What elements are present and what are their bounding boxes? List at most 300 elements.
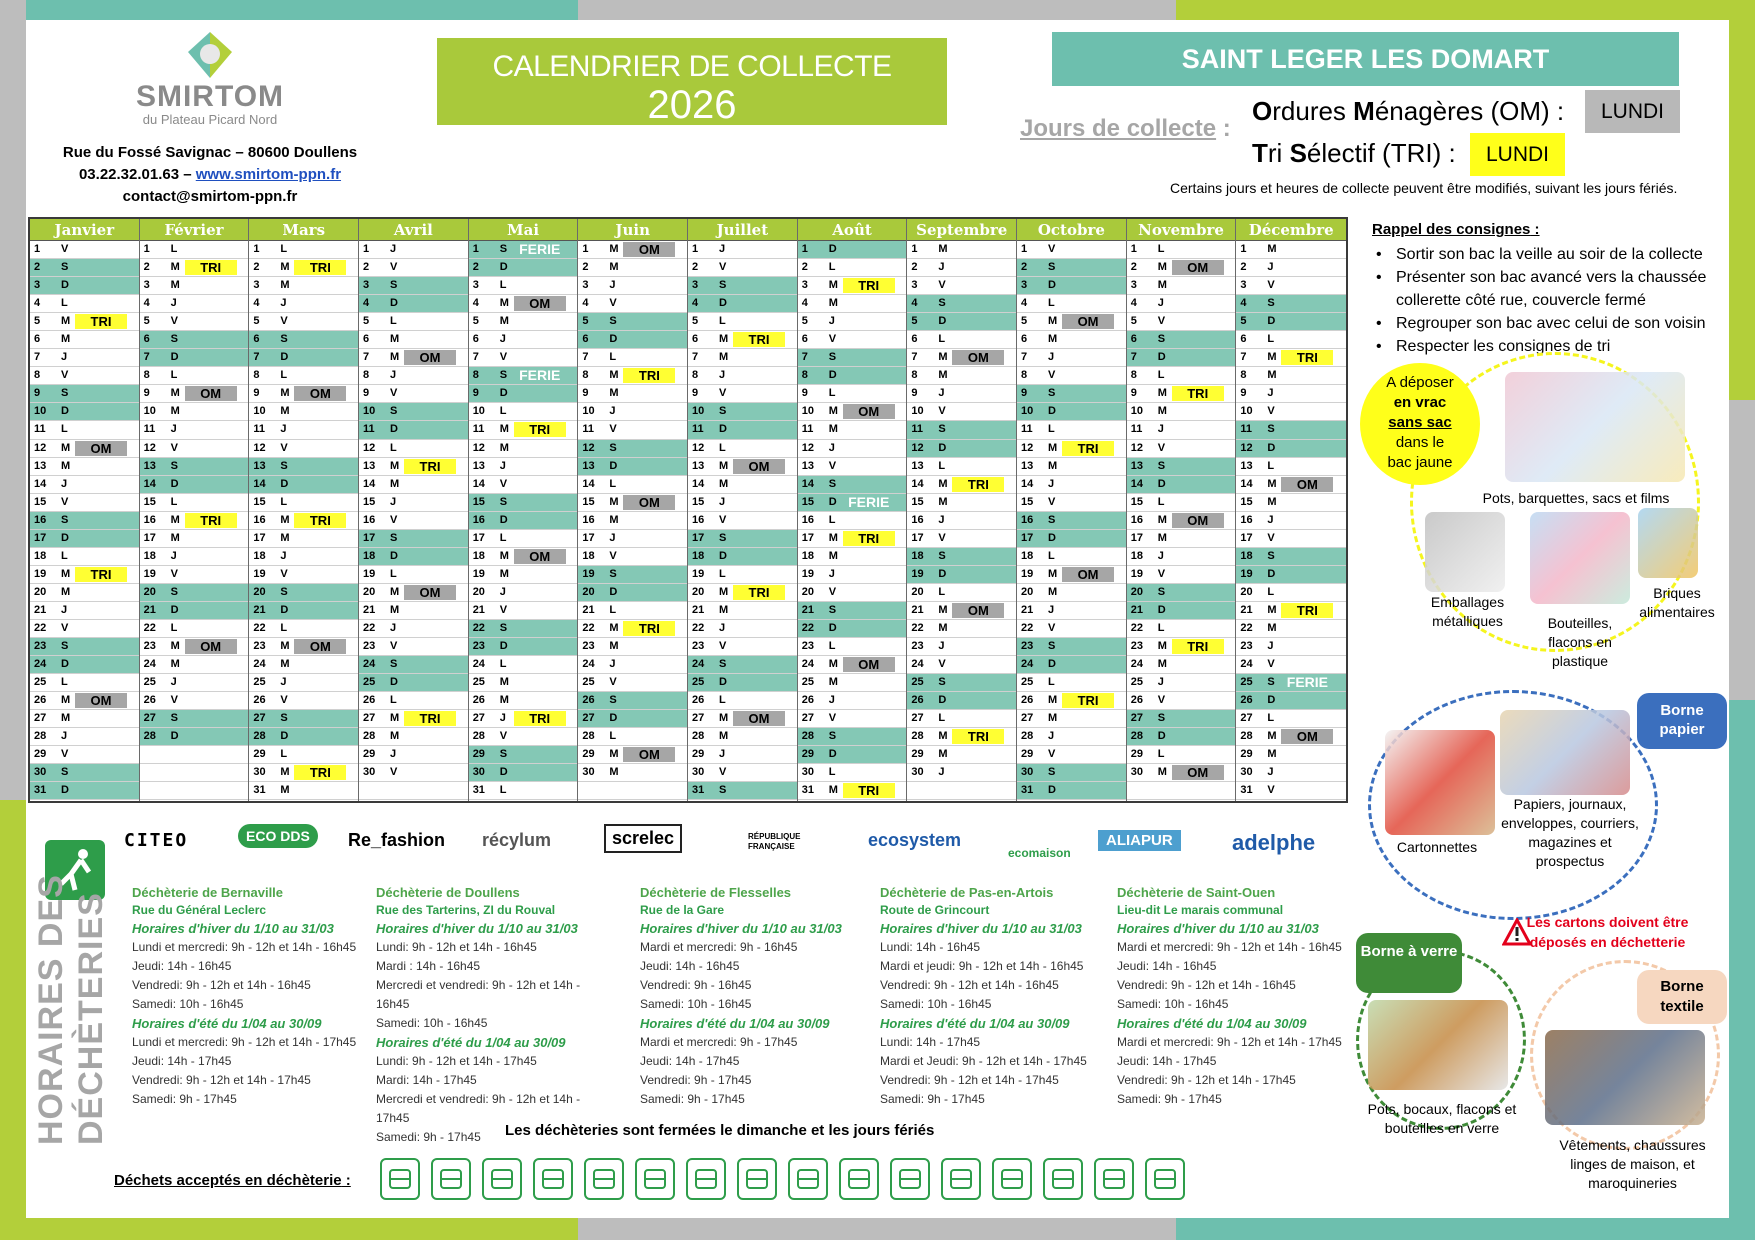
calendar-day — [249, 385, 358, 403]
day-letter: J — [390, 495, 397, 508]
om-collection-tag: OM — [294, 386, 346, 401]
day-number: 14 — [1240, 477, 1253, 490]
day-number: 19 — [472, 567, 485, 580]
day-letter: J — [1048, 477, 1055, 490]
day-number: 18 — [692, 549, 705, 562]
om-collection-tag: OM — [404, 350, 456, 365]
battery-icon — [788, 1158, 828, 1200]
day-number: 27 — [1021, 712, 1034, 725]
day-number: 5 — [582, 315, 589, 328]
day-letter: M — [609, 261, 619, 274]
calendar-day — [907, 602, 1016, 620]
calendar-day — [249, 530, 358, 548]
day-letter: V — [828, 585, 837, 598]
day-letter: M — [170, 261, 180, 274]
day-letter: S — [61, 261, 69, 274]
week-number-tag: sem 17 — [411, 566, 449, 581]
calendar-day — [140, 313, 249, 331]
day-number: 29 — [1240, 748, 1253, 761]
calendar-day — [249, 476, 358, 494]
day-number: 12 — [34, 441, 47, 454]
week-number-tag: sem 36 — [850, 765, 888, 780]
day-number: 6 — [911, 333, 918, 346]
day-number: 9 — [143, 387, 150, 400]
calendar-day — [1236, 530, 1346, 548]
day-letter: D — [609, 712, 618, 725]
calendar-day — [140, 764, 249, 782]
calendar-day — [1017, 548, 1126, 566]
calendar-day — [798, 494, 907, 512]
calendar-day — [688, 584, 797, 602]
day-number: 28 — [472, 730, 485, 743]
day-letter: J — [1267, 766, 1274, 779]
day-letter: L — [1048, 297, 1055, 310]
day-letter: S — [1267, 676, 1275, 689]
day-letter: L — [1157, 369, 1165, 382]
calendar-day — [359, 674, 468, 692]
smirtom-logo — [120, 30, 300, 140]
calendar-day — [140, 403, 249, 421]
day-letter: M — [1048, 333, 1058, 346]
day-number: 22 — [34, 621, 47, 634]
calendar-day — [469, 584, 578, 602]
calendar-day — [907, 259, 1016, 277]
day-letter: L — [609, 603, 617, 616]
day-letter: J — [61, 730, 68, 743]
day-number: 30 — [472, 766, 485, 779]
day-letter: D — [390, 549, 398, 562]
day-number: 14 — [363, 477, 376, 490]
day-letter: M — [1267, 603, 1277, 616]
day-letter: D — [719, 423, 727, 436]
calendar-day — [469, 259, 578, 277]
week-number-tag: sem 26 — [630, 602, 669, 617]
week-number-tag: sem 31 — [740, 693, 778, 708]
day-letter: M — [170, 640, 180, 653]
day-letter: M — [828, 676, 838, 689]
day-number: 1 — [1021, 243, 1028, 255]
calendar-day — [469, 313, 578, 331]
day-number: 7 — [1240, 351, 1247, 364]
day-letter: D — [938, 441, 947, 454]
calendar-day — [359, 764, 468, 782]
day-number: 31 — [253, 784, 266, 797]
calendar-day — [1127, 403, 1236, 421]
day-number: 2 — [692, 261, 699, 274]
day-letter: V — [390, 261, 398, 274]
day-number: 25 — [472, 676, 485, 689]
calendar-day — [469, 782, 578, 800]
holiday-notice: Certains jours et heures de collecte peuvent être modifiés, suivant les jours fériés. — [1170, 180, 1678, 196]
day-number: 6 — [801, 333, 808, 346]
calendar-day — [469, 295, 578, 313]
day-letter: V — [61, 369, 69, 382]
day-letter: L — [719, 567, 726, 580]
appliance-icon — [584, 1158, 624, 1200]
week-number-tag: sem 30 — [740, 566, 778, 581]
day-letter: V — [828, 459, 837, 472]
holiday-tag: FERIE — [738, 475, 780, 492]
day-letter: J — [499, 712, 506, 725]
yellow-label: Bouteilles, flacons en plastique — [1547, 615, 1613, 669]
day-number: 13 — [692, 459, 705, 472]
day-number: 18 — [582, 549, 595, 562]
day-letter: S — [828, 730, 837, 743]
day-number: 4 — [801, 297, 808, 310]
calendar-day — [359, 728, 468, 746]
calendar-day — [798, 746, 907, 764]
calendar-day — [1236, 295, 1346, 313]
calendar-day — [140, 331, 249, 349]
day-letter: L — [1048, 676, 1055, 689]
day-number: 19 — [143, 567, 156, 580]
calendar-day — [30, 530, 139, 548]
calendar-day — [907, 421, 1016, 439]
day-letter: S — [1157, 459, 1166, 472]
tri-collection-tag: TRI — [623, 368, 675, 383]
day-number: 16 — [363, 513, 376, 526]
calendar-day — [469, 710, 578, 728]
day-letter: D — [1267, 315, 1276, 328]
calendar-day — [1017, 385, 1126, 403]
day-number: 6 — [143, 333, 150, 346]
calendar-day — [578, 476, 687, 494]
om-collection-tag: OM — [1172, 260, 1224, 275]
calendar-day — [140, 656, 249, 674]
commune-name: SAINT LEGER LES DOMART — [1052, 32, 1679, 86]
day-number: 1 — [143, 243, 150, 255]
month-column — [249, 219, 359, 801]
calendar-day — [1127, 313, 1236, 331]
calendar-day — [1017, 259, 1126, 277]
day-number: 2 — [1240, 261, 1247, 274]
calendar-day — [140, 349, 249, 367]
calendar-day — [469, 530, 578, 548]
day-letter: D — [61, 405, 69, 418]
day-letter: J — [828, 441, 835, 454]
day-number: 26 — [1130, 694, 1143, 707]
day-letter: D — [609, 585, 618, 598]
calendar-day — [688, 728, 797, 746]
day-number: 28 — [143, 730, 156, 743]
day-number: 19 — [253, 567, 266, 580]
day-number: 5 — [1240, 315, 1247, 328]
day-letter: J — [719, 748, 726, 761]
day-letter: J — [499, 459, 506, 472]
day-number: 20 — [34, 585, 47, 598]
day-letter: D — [61, 658, 69, 671]
calendar-day — [688, 530, 797, 548]
calendar-day — [798, 692, 907, 710]
calendar-day — [359, 566, 468, 584]
day-number: 27 — [472, 712, 485, 725]
day-letter: J — [1157, 297, 1164, 310]
calendar-day — [1127, 494, 1236, 512]
day-number: 21 — [143, 603, 156, 616]
day-number: 6 — [1130, 333, 1137, 346]
day-number: 22 — [253, 621, 266, 634]
day-number: 7 — [363, 351, 370, 364]
week-number-tag: sem 29 — [740, 440, 778, 455]
calendar-day — [249, 259, 358, 277]
day-number: 26 — [692, 694, 705, 707]
day-number: 30 — [692, 766, 705, 779]
day-number: 9 — [582, 387, 589, 400]
day-number: 12 — [1130, 441, 1143, 454]
day-letter: L — [280, 748, 288, 761]
day-number: 25 — [34, 676, 47, 689]
day-letter: M — [1267, 621, 1277, 634]
day-letter: M — [1157, 279, 1167, 292]
partner-logos — [120, 822, 1345, 870]
day-number: 8 — [1021, 369, 1028, 382]
day-letter: S — [1048, 261, 1056, 274]
day-number: 30 — [1130, 766, 1143, 779]
calendar-day — [578, 403, 687, 421]
calendar-day — [30, 494, 139, 512]
day-letter: L — [609, 477, 617, 490]
om-collection-tag: OM — [1281, 729, 1333, 744]
day-letter: V — [390, 387, 398, 400]
day-letter: L — [828, 640, 836, 653]
day-letter: L — [609, 730, 617, 743]
day-letter: V — [390, 766, 398, 779]
day-number: 13 — [911, 459, 924, 472]
day-number: 31 — [1021, 784, 1034, 797]
tri-collection-tag: TRI — [75, 567, 127, 582]
calendar-day — [359, 331, 468, 349]
day-number: 20 — [911, 585, 924, 598]
blue-label: Papiers, journaux, enveloppes, courriers, magazines et prospectus — [1501, 796, 1639, 869]
om-collection-tag: OM — [1062, 314, 1114, 329]
glass-label: Pots, bocaux, flacons et bouteilles en verre — [1367, 1101, 1517, 1136]
day-number: 16 — [692, 513, 705, 526]
calendar-day — [688, 620, 797, 638]
tri-collection-tag: TRI — [1062, 441, 1114, 456]
calendar-day — [907, 746, 1016, 764]
week-number-tag: sem 08 — [191, 494, 230, 509]
day-letter: L — [390, 567, 397, 580]
day-letter: J — [390, 621, 397, 634]
email[interactable]: contact@smirtom-ppn.fr — [122, 188, 298, 205]
week-number-tag: sem 53 — [1288, 711, 1327, 726]
day-letter: M — [938, 477, 948, 490]
day-number: 14 — [582, 477, 595, 490]
day-number: 14 — [472, 477, 485, 490]
day-number: 25 — [1021, 676, 1034, 689]
day-number: 14 — [253, 477, 266, 490]
tri-collection-tag: TRI — [294, 513, 346, 528]
day-number: 25 — [692, 676, 705, 689]
day-letter: M — [280, 279, 290, 292]
day-number: 27 — [253, 712, 266, 725]
tri-collection-tag: TRI — [843, 531, 895, 546]
day-number: 12 — [143, 441, 156, 454]
day-letter: L — [390, 441, 397, 454]
day-number: 13 — [1130, 459, 1143, 472]
day-letter: J — [938, 261, 945, 274]
day-letter: L — [828, 513, 836, 526]
day-letter: L — [170, 243, 178, 255]
day-number: 28 — [1130, 730, 1143, 743]
day-letter: M — [280, 405, 290, 418]
day-number: 19 — [1240, 567, 1253, 580]
day-letter: S — [609, 315, 617, 328]
day-letter: M — [280, 766, 290, 779]
day-letter: D — [828, 495, 837, 508]
cardboard-warning: Les cartons doivent être déposés en déchetterie — [1526, 914, 1689, 950]
month-column — [359, 219, 469, 801]
day-number: 25 — [143, 676, 156, 689]
day-number: 26 — [472, 694, 485, 707]
day-number: 16 — [1240, 513, 1253, 526]
holiday-tag: FERIE — [1177, 241, 1219, 257]
calendar-day — [30, 656, 139, 674]
day-number: 30 — [363, 766, 376, 779]
day-letter: L — [719, 315, 726, 328]
day-letter: D — [938, 315, 947, 328]
calendar-day — [1127, 710, 1236, 728]
calendar-day — [578, 674, 687, 692]
day-letter: D — [61, 531, 69, 544]
textile-image — [1545, 1030, 1705, 1125]
day-number: 23 — [1130, 640, 1143, 653]
day-letter: S — [170, 712, 179, 725]
cardboard-icon — [890, 1158, 930, 1200]
dechetteries-vertical-label: HORAIRES DES DÉCHÈTERIES — [32, 874, 110, 1145]
day-number: 4 — [1130, 297, 1137, 310]
calendar-day — [249, 331, 358, 349]
om-collection-tag: OM — [843, 657, 895, 672]
tri-collection-tag: TRI — [294, 765, 346, 780]
day-number: 6 — [472, 333, 479, 346]
calendar-day — [359, 782, 468, 800]
day-letter: M — [609, 387, 619, 400]
day-letter: M — [938, 351, 948, 364]
calendar-day — [688, 313, 797, 331]
website-link[interactable]: www.smirtom-ppn.fr — [195, 166, 342, 183]
day-letter: M — [1048, 459, 1058, 472]
day-number: 27 — [801, 712, 814, 725]
day-number: 28 — [363, 730, 376, 743]
day-letter: V — [938, 279, 946, 292]
day-letter: M — [280, 640, 290, 653]
calendar-day — [1017, 476, 1126, 494]
holiday-tag: FERIE — [519, 674, 561, 691]
day-letter: L — [1267, 585, 1275, 598]
day-number: 22 — [1130, 621, 1143, 634]
day-letter: M — [828, 531, 838, 544]
day-letter: M — [938, 369, 948, 382]
day-letter: L — [170, 369, 178, 382]
day-letter: M — [938, 730, 948, 743]
calendar-day — [30, 476, 139, 494]
day-number: 19 — [582, 567, 595, 580]
week-number-tag: sem 43 — [1069, 548, 1107, 563]
day-number: 6 — [1021, 333, 1028, 346]
day-letter: D — [719, 549, 727, 562]
day-number: 20 — [472, 585, 485, 598]
day-number: 27 — [143, 712, 156, 725]
day-letter: M — [609, 640, 619, 653]
phone: 03.22.32.01.63 – — [78, 166, 192, 183]
day-letter: D — [499, 513, 508, 526]
day-number: 30 — [911, 766, 924, 779]
day-letter: M — [828, 784, 838, 797]
day-letter: M — [1267, 369, 1277, 382]
day-number: 7 — [1021, 351, 1028, 364]
day-letter: S — [1157, 585, 1166, 598]
calendar-day — [578, 277, 687, 295]
day-letter: M — [280, 261, 290, 274]
day-number: 13 — [363, 459, 376, 472]
day-letter: D — [719, 676, 727, 689]
day-number: 29 — [801, 748, 814, 761]
partner-logo: récylum — [482, 830, 552, 850]
week-number-tag: sem 51 — [1288, 458, 1327, 473]
calendar-day — [249, 494, 358, 512]
day-number: 8 — [582, 369, 589, 382]
week-number-tag: sem 06 — [191, 242, 230, 256]
day-letter: L — [938, 585, 946, 598]
calendar-day — [30, 566, 139, 584]
rappel-title: Rappel des consignes : — [1372, 221, 1540, 238]
calendar-day — [798, 530, 907, 548]
calendar-day — [30, 710, 139, 728]
calendar-day — [359, 403, 468, 421]
day-letter: M — [61, 333, 71, 346]
day-number: 19 — [801, 567, 814, 580]
day-letter: V — [61, 495, 69, 508]
month-column — [1017, 219, 1127, 801]
calendar-day — [30, 241, 139, 259]
day-number: 24 — [692, 658, 705, 671]
day-number: 17 — [692, 531, 705, 544]
calendar-day — [30, 728, 139, 746]
day-number: 4 — [1240, 297, 1247, 310]
day-number: 12 — [582, 441, 595, 454]
calendar-day — [578, 259, 687, 277]
calendar-day — [30, 385, 139, 403]
calendar-day — [140, 710, 249, 728]
calendar-day — [907, 710, 1016, 728]
month-column — [1127, 219, 1237, 801]
calendar-day — [798, 440, 907, 458]
calendar-day — [1017, 638, 1126, 656]
day-number: 15 — [34, 495, 47, 508]
day-letter: J — [1157, 676, 1164, 689]
day-number: 8 — [911, 369, 918, 382]
calendar-day — [688, 764, 797, 782]
yellow-bin-bubble: A déposer en vrac sans sac dans le bac jaune — [1360, 363, 1480, 485]
day-letter: L — [390, 315, 397, 328]
day-number: 14 — [692, 477, 705, 490]
om-collection-tag: OM — [514, 549, 566, 564]
calendar-day — [578, 440, 687, 458]
day-number: 26 — [34, 694, 47, 707]
day-number: 5 — [692, 315, 699, 328]
calendar-day — [798, 241, 907, 259]
calendar-day — [469, 494, 578, 512]
calendar-day — [688, 440, 797, 458]
calendar-day — [1127, 656, 1236, 674]
dechetterie-bernaville: Déchèterie de Bernaville Rue du Général Leclerc Horaires d'hiver du 1/10 au 31/03 Lundi et mercredi: 9h - 12h et 14h - 16h45 Jeudi: 14h - 16h45 Vendredi: 9h - 12h et 14h - 16h45 Samedi: 10h - 16h45 Horaires d'été du 1/04 au 30/09 Lundi et mercredi: 9h - 12h et 14h - 17h45 Jeudi: 14h - 17h45 Vendredi: 9h - 12h et 14h - 17h45 Samedi: 9h - 17h45 — [132, 885, 357, 1106]
day-number: 3 — [1021, 279, 1028, 292]
calendar-day — [469, 241, 578, 259]
day-number: 26 — [801, 694, 814, 707]
day-letter: V — [1157, 567, 1166, 580]
day-number: 3 — [582, 279, 589, 292]
